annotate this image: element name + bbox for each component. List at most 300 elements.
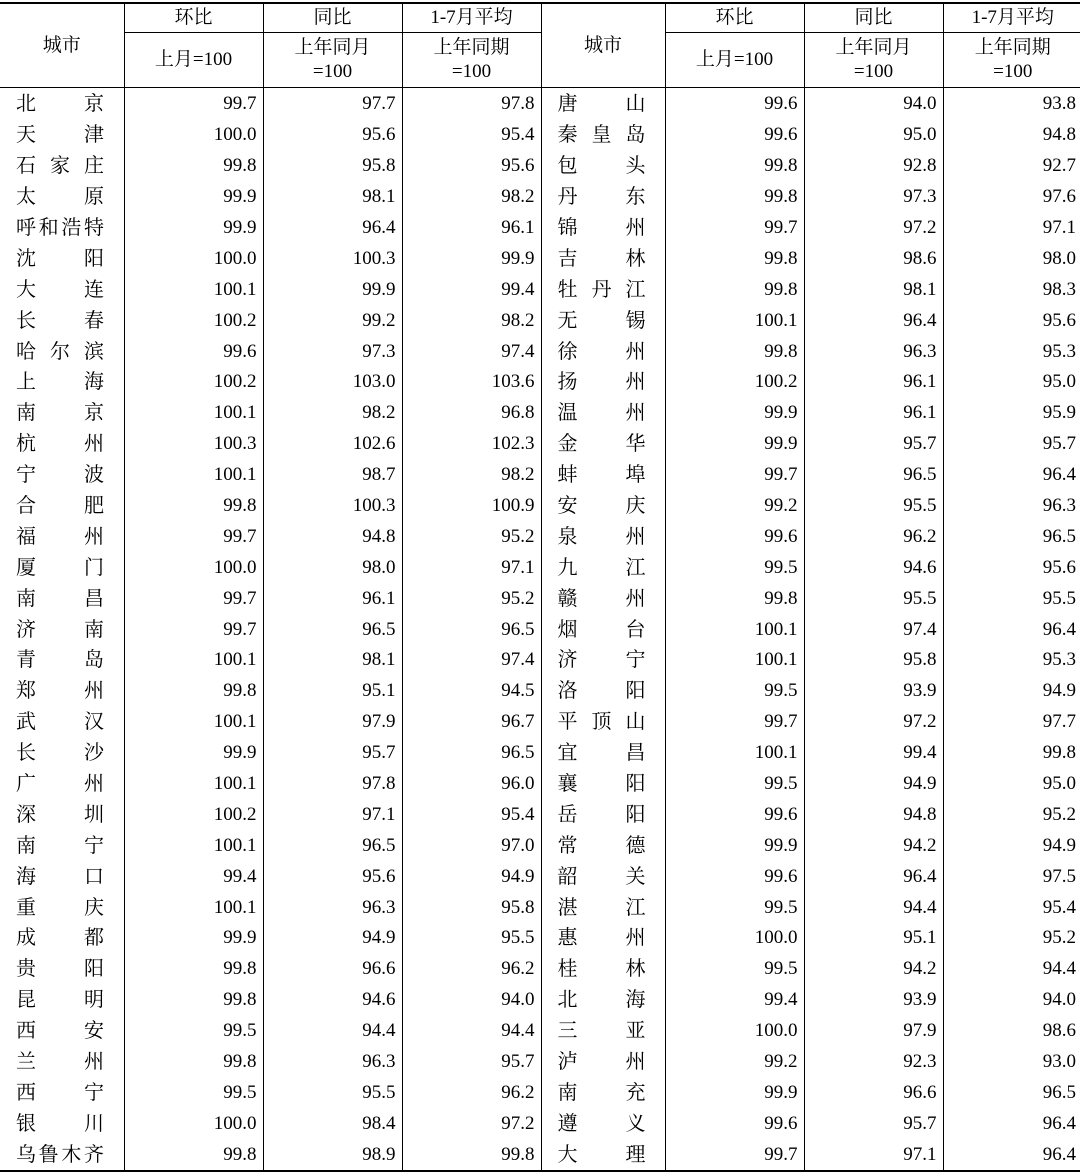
table-row (0, 738, 1080, 769)
city-name (16, 248, 104, 270)
city-name (558, 93, 646, 115)
left-yoy-cell: 99.2 (263, 305, 402, 336)
right-avg-cell: 93.8 (943, 88, 1080, 120)
table-row (0, 1108, 1080, 1139)
right-mom-cell: 99.2 (665, 1047, 804, 1078)
right-city-cell (541, 861, 665, 892)
city-char: 亚 (625, 1020, 646, 1043)
city-char: 山 (625, 93, 646, 116)
left-city-cell (0, 769, 124, 800)
left-mom-cell: 99.5 (124, 1078, 263, 1109)
left-city-cell (0, 1108, 124, 1139)
city-char: 鲁 (38, 1143, 59, 1166)
left-city-cell (0, 429, 124, 460)
right-mom-cell: 99.9 (665, 830, 804, 861)
right-mom-cell: 99.9 (665, 429, 804, 460)
right-mom-cell: 99.6 (665, 861, 804, 892)
table-row (0, 861, 1080, 892)
city-char: 德 (625, 834, 646, 857)
right-city-cell (541, 491, 665, 522)
city-char: 山 (625, 711, 646, 734)
right-city-cell (541, 738, 665, 769)
right-yoy-cell: 97.3 (804, 182, 943, 213)
right-yoy-cell: 96.4 (804, 861, 943, 892)
right-city-cell (541, 645, 665, 676)
right-avg-cell: 95.6 (943, 305, 1080, 336)
right-yoy-cell: 95.5 (804, 583, 943, 614)
city-char: 关 (625, 865, 646, 888)
right-mom-cell: 99.8 (665, 182, 804, 213)
city-char: 义 (625, 1112, 646, 1135)
city-char: 昌 (84, 587, 104, 610)
left-avg-cell: 99.9 (402, 243, 541, 274)
city-char: 徐 (557, 340, 578, 363)
right-yoy-cell: 95.5 (804, 491, 943, 522)
left-mom-cell: 99.9 (124, 923, 263, 954)
city-char: 太 (16, 186, 36, 209)
table-row (0, 398, 1080, 429)
city-char: 江 (625, 896, 646, 919)
right-city-cell (541, 336, 665, 367)
city-char: 津 (84, 124, 104, 147)
city-char: 波 (84, 464, 104, 487)
city-char: 南 (16, 587, 36, 610)
city-char: 泉 (557, 525, 578, 548)
left-mom-cell: 99.8 (124, 954, 263, 985)
city-char: 金 (557, 433, 578, 456)
yoy-base-line1: 上年同月 (294, 37, 371, 58)
city-char: 三 (557, 1020, 578, 1043)
city-char: 吉 (557, 247, 578, 270)
right-mom-cell: 99.5 (665, 892, 804, 923)
left-avg-cell: 97.4 (402, 645, 541, 676)
city-name (558, 927, 646, 949)
left-mom-cell: 99.4 (124, 861, 263, 892)
left-yoy-base (263, 33, 402, 88)
left-yoy-cell: 98.9 (263, 1139, 402, 1171)
left-yoy-cell: 97.8 (263, 769, 402, 800)
left-city-cell (0, 213, 124, 244)
left-city-cell (0, 460, 124, 491)
left-mom-cell: 99.8 (124, 676, 263, 707)
city-name (558, 402, 646, 424)
city-char: 圳 (84, 803, 104, 826)
city-char: 埠 (625, 464, 646, 487)
left-avg-cell: 99.4 (402, 274, 541, 305)
city-char: 宁 (84, 834, 104, 857)
right-avg-cell: 96.4 (943, 460, 1080, 491)
city-char: 州 (84, 525, 104, 548)
left-mom-cell: 99.8 (124, 1047, 263, 1078)
city-name (16, 557, 104, 579)
city-char: 重 (16, 896, 36, 919)
city-char: 阳 (625, 803, 646, 826)
city-char: 口 (84, 865, 104, 888)
right-yoy-cell: 96.1 (804, 398, 943, 429)
city-char: 石 (16, 155, 36, 178)
right-mom-cell: 99.8 (665, 583, 804, 614)
left-mom-cell: 100.2 (124, 799, 263, 830)
right-city-cell (541, 614, 665, 645)
right-mom-cell: 100.1 (665, 305, 804, 336)
city-price-index-table (0, 2, 1080, 1172)
left-mom-cell: 100.0 (124, 120, 263, 151)
city-char: 南 (557, 1081, 578, 1104)
left-city-cell (0, 583, 124, 614)
city-name (16, 619, 104, 641)
city-name (16, 93, 104, 115)
city-name (558, 248, 646, 270)
right-avg-cell: 92.7 (943, 151, 1080, 182)
table-row (0, 799, 1080, 830)
city-char: 都 (84, 927, 104, 950)
left-avg-cell: 99.8 (402, 1139, 541, 1171)
city-char: 丹 (591, 278, 612, 301)
avg-base-line1: 上年同期 (974, 37, 1051, 58)
city-char: 常 (557, 834, 578, 857)
left-city-cell (0, 861, 124, 892)
right-city-cell (541, 521, 665, 552)
city-char: 泸 (557, 1051, 578, 1074)
left-mom-cell: 99.9 (124, 738, 263, 769)
right-mom-cell: 99.8 (665, 336, 804, 367)
left-avg-header: 1-7月平均 (402, 3, 541, 33)
right-yoy-cell: 95.1 (804, 923, 943, 954)
city-char: 唐 (557, 93, 578, 116)
city-char: 福 (16, 525, 36, 548)
city-char: 连 (84, 278, 104, 301)
right-city-cell (541, 923, 665, 954)
right-city-cell (541, 676, 665, 707)
right-yoy-cell: 95.7 (804, 1108, 943, 1139)
right-yoy-cell: 94.8 (804, 799, 943, 830)
right-yoy-cell: 97.2 (804, 213, 943, 244)
left-city-cell (0, 614, 124, 645)
city-name (16, 804, 104, 826)
right-city-cell (541, 1016, 665, 1047)
left-city-cell (0, 491, 124, 522)
city-char: 滨 (84, 340, 104, 363)
right-avg-cell: 96.3 (943, 491, 1080, 522)
table-row (0, 274, 1080, 305)
city-char: 州 (625, 1051, 646, 1074)
left-city-cell (0, 151, 124, 182)
table-row (0, 614, 1080, 645)
city-char: 海 (16, 865, 36, 888)
table-header (0, 3, 1080, 88)
city-char: 川 (84, 1112, 104, 1135)
right-mom-cell: 99.7 (665, 707, 804, 738)
left-city-cell (0, 552, 124, 583)
right-mom-cell: 100.1 (665, 614, 804, 645)
table-row (0, 830, 1080, 861)
city-char: 丹 (557, 186, 578, 209)
left-city-cell (0, 182, 124, 213)
city-char: 桂 (557, 958, 578, 981)
right-yoy-cell: 96.1 (804, 367, 943, 398)
city-name (558, 835, 646, 857)
left-avg-cell: 97.2 (402, 1108, 541, 1139)
table-body (0, 88, 1080, 1172)
city-char: 岳 (557, 803, 578, 826)
right-city-cell (541, 398, 665, 429)
left-yoy-cell: 98.7 (263, 460, 402, 491)
left-mom-cell: 99.8 (124, 491, 263, 522)
right-avg-cell: 98.3 (943, 274, 1080, 305)
city-name (16, 1144, 104, 1166)
city-name (16, 958, 104, 980)
city-name (16, 649, 104, 671)
avg-base-line1: 上年同期 (433, 37, 510, 58)
city-name (16, 680, 104, 702)
right-mom-cell: 99.5 (665, 954, 804, 985)
left-yoy-cell: 96.1 (263, 583, 402, 614)
left-city-cell (0, 1016, 124, 1047)
city-name (16, 1113, 104, 1135)
right-avg-cell: 97.7 (943, 707, 1080, 738)
city-char: 春 (84, 309, 104, 332)
right-yoy-cell: 94.0 (804, 88, 943, 120)
city-char: 大 (16, 278, 36, 301)
left-yoy-cell: 95.6 (263, 120, 402, 151)
city-char: 州 (84, 773, 104, 796)
avg-base-line2: =100 (993, 61, 1033, 82)
left-mom-cell: 99.7 (124, 583, 263, 614)
right-mom-cell: 99.4 (665, 985, 804, 1016)
right-avg-cell: 93.0 (943, 1047, 1080, 1078)
left-mom-cell: 99.8 (124, 1139, 263, 1171)
right-yoy-cell: 96.2 (804, 521, 943, 552)
table-row (0, 1139, 1080, 1171)
left-yoy-cell: 97.1 (263, 799, 402, 830)
left-avg-cell: 95.8 (402, 892, 541, 923)
city-name (16, 1051, 104, 1073)
left-yoy-cell: 102.6 (263, 429, 402, 460)
right-city-cell (541, 707, 665, 738)
left-yoy-cell: 95.6 (263, 861, 402, 892)
right-mom-header: 环比 (665, 3, 804, 33)
right-yoy-cell: 92.3 (804, 1047, 943, 1078)
city-char: 平 (557, 711, 578, 734)
left-avg-cell: 95.7 (402, 1047, 541, 1078)
left-mom-cell: 99.6 (124, 336, 263, 367)
right-avg-cell: 95.0 (943, 769, 1080, 800)
city-name (558, 989, 646, 1011)
right-avg-cell: 96.5 (943, 1078, 1080, 1109)
right-mom-cell: 99.9 (665, 398, 804, 429)
left-yoy-cell: 96.5 (263, 830, 402, 861)
city-char: 东 (625, 186, 646, 209)
left-avg-cell: 98.2 (402, 305, 541, 336)
left-mom-base: 上月=100 (124, 33, 263, 88)
city-char: 州 (625, 371, 646, 394)
city-name (16, 927, 104, 949)
city-name (16, 371, 104, 393)
left-city-cell (0, 830, 124, 861)
city-char: 阳 (84, 247, 104, 270)
city-name (16, 402, 104, 424)
left-city-cell (0, 88, 124, 120)
right-mom-cell: 99.2 (665, 491, 804, 522)
city-char: 温 (557, 402, 578, 425)
right-yoy-cell: 97.9 (804, 1016, 943, 1047)
left-yoy-cell: 97.3 (263, 336, 402, 367)
left-avg-cell: 98.2 (402, 182, 541, 213)
right-avg-cell: 95.7 (943, 429, 1080, 460)
city-name (16, 464, 104, 486)
left-yoy-cell: 95.1 (263, 676, 402, 707)
city-char: 昆 (16, 989, 36, 1012)
left-avg-cell: 96.1 (402, 213, 541, 244)
right-yoy-header: 同比 (804, 3, 943, 33)
right-mom-cell: 99.8 (665, 274, 804, 305)
city-char: 州 (625, 402, 646, 425)
left-avg-cell: 97.0 (402, 830, 541, 861)
right-yoy-cell: 93.9 (804, 985, 943, 1016)
left-avg-cell: 102.3 (402, 429, 541, 460)
city-name (16, 495, 104, 517)
city-char: 台 (625, 618, 646, 641)
right-yoy-cell: 97.1 (804, 1139, 943, 1171)
left-avg-cell: 94.9 (402, 861, 541, 892)
right-avg-cell: 94.8 (943, 120, 1080, 151)
city-name (558, 341, 646, 363)
city-char: 郑 (16, 680, 36, 703)
city-name (16, 310, 104, 332)
city-char: 州 (625, 587, 646, 610)
table-row (0, 305, 1080, 336)
right-city-cell (541, 151, 665, 182)
city-name (558, 464, 646, 486)
left-yoy-cell: 94.9 (263, 923, 402, 954)
left-avg-cell: 96.5 (402, 614, 541, 645)
city-char: 兰 (16, 1051, 36, 1074)
city-char: 成 (16, 927, 36, 950)
city-name (558, 711, 646, 733)
right-city-cell (541, 88, 665, 120)
city-char: 海 (84, 371, 104, 394)
city-char: 阳 (84, 958, 104, 981)
left-avg-cell: 96.2 (402, 954, 541, 985)
right-avg-cell: 96.4 (943, 1139, 1080, 1171)
city-char: 安 (84, 1020, 104, 1043)
city-char: 银 (16, 1112, 36, 1135)
left-yoy-cell: 98.1 (263, 182, 402, 213)
city-name (16, 711, 104, 733)
city-name (16, 217, 104, 239)
left-yoy-cell: 96.3 (263, 1047, 402, 1078)
city-char: 州 (84, 433, 104, 456)
city-char: 济 (557, 649, 578, 672)
left-yoy-cell: 98.1 (263, 645, 402, 676)
right-mom-cell: 99.6 (665, 120, 804, 151)
right-avg-cell: 96.5 (943, 521, 1080, 552)
city-name (16, 588, 104, 610)
left-mom-cell: 100.2 (124, 367, 263, 398)
left-yoy-cell: 97.7 (263, 88, 402, 120)
city-name (558, 1051, 646, 1073)
city-char: 充 (625, 1081, 646, 1104)
city-char: 宜 (557, 742, 578, 765)
right-city-cell (541, 769, 665, 800)
city-char: 上 (16, 371, 36, 394)
right-mom-cell: 99.5 (665, 552, 804, 583)
right-avg-cell: 97.6 (943, 182, 1080, 213)
city-name (558, 557, 646, 579)
city-name (558, 1082, 646, 1104)
left-yoy-cell: 95.7 (263, 738, 402, 769)
left-mom-header: 环比 (124, 3, 263, 33)
left-yoy-cell: 97.9 (263, 707, 402, 738)
city-char: 西 (16, 1020, 36, 1043)
city-name (558, 155, 646, 177)
city-name (558, 958, 646, 980)
city-char: 洛 (557, 680, 578, 703)
city-char: 头 (625, 155, 646, 178)
city-char: 西 (16, 1081, 36, 1104)
city-name (558, 186, 646, 208)
city-char: 沈 (16, 247, 36, 270)
city-char: 华 (625, 433, 646, 456)
city-char: 明 (84, 989, 104, 1012)
right-avg-cell: 95.5 (943, 583, 1080, 614)
left-city-cell (0, 521, 124, 552)
left-avg-cell: 95.6 (402, 151, 541, 182)
table-row (0, 583, 1080, 614)
right-mom-cell: 100.1 (665, 645, 804, 676)
left-city-cell (0, 305, 124, 336)
left-mom-cell: 100.1 (124, 707, 263, 738)
city-name (558, 433, 646, 455)
left-mom-cell: 100.1 (124, 830, 263, 861)
city-char: 昌 (625, 742, 646, 765)
right-avg-cell: 95.0 (943, 367, 1080, 398)
city-name (16, 742, 104, 764)
right-mom-cell: 100.2 (665, 367, 804, 398)
left-avg-cell: 94.4 (402, 1016, 541, 1047)
city-char: 合 (16, 495, 36, 518)
city-char: 赣 (557, 587, 578, 610)
right-yoy-cell: 99.4 (804, 738, 943, 769)
left-mom-cell: 100.1 (124, 460, 263, 491)
table-row (0, 676, 1080, 707)
right-yoy-cell: 94.4 (804, 892, 943, 923)
left-city-cell (0, 923, 124, 954)
city-char: 庄 (84, 155, 104, 178)
city-char: 南 (16, 834, 36, 857)
right-city-cell (541, 1078, 665, 1109)
right-mom-cell: 99.7 (665, 460, 804, 491)
right-city-cell (541, 985, 665, 1016)
table-row (0, 521, 1080, 552)
right-city-cell (541, 182, 665, 213)
right-yoy-cell: 96.5 (804, 460, 943, 491)
right-avg-cell: 99.8 (943, 738, 1080, 769)
right-avg-cell: 98.6 (943, 1016, 1080, 1047)
left-city-cell (0, 1078, 124, 1109)
city-name (558, 526, 646, 548)
city-name (16, 866, 104, 888)
city-char: 牡 (557, 278, 578, 301)
right-city-cell (541, 243, 665, 274)
city-char: 安 (557, 495, 578, 518)
right-yoy-cell: 95.0 (804, 120, 943, 151)
table-row (0, 645, 1080, 676)
city-name (558, 495, 646, 517)
city-name (16, 341, 104, 363)
city-char: 岛 (84, 649, 104, 672)
left-yoy-cell: 98.2 (263, 398, 402, 429)
